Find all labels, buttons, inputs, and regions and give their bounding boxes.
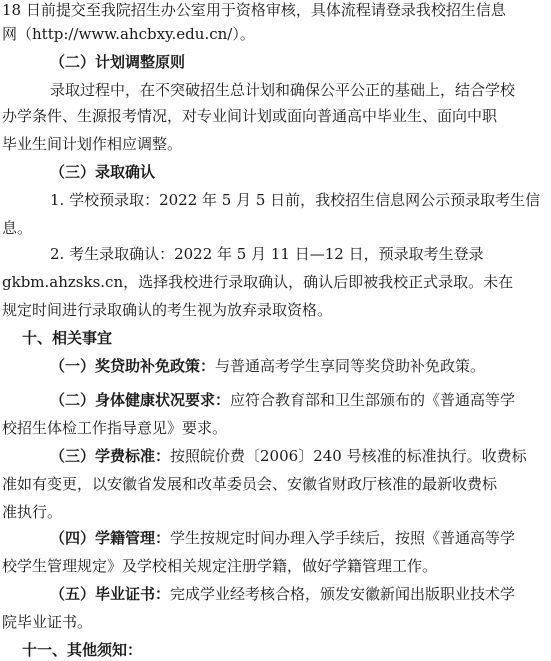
paragraph-line: 毕业生间计划作相应调整。	[2, 135, 183, 153]
paragraph-line: 18 日前提交至我院招生办公室用于资格审核，具体流程请登录我校招生信息	[2, 1, 506, 19]
paragraph-line: 1. 学校预录取：2022 年 5 月 5 日前，我校招生信息网公示预录取考生信	[50, 191, 541, 209]
paragraph-line: 办学条件、生源报考情况，对专业间计划或面向普通高中毕业生、面向中职	[2, 107, 498, 125]
paragraph-line	[50, 584, 515, 604]
paragraph-line	[50, 446, 527, 466]
section-heading-admission-confirm: （三）录取确认	[50, 163, 156, 181]
item-label: （四）学籍管理：	[50, 529, 171, 547]
paragraph-line: 规定时间进行录取确认的考生视为放弃录取资格。	[2, 301, 333, 319]
paragraph-line	[50, 528, 515, 548]
item-text: 学生按规定时间办理入学手续后，按照《普通高等学	[170, 529, 516, 547]
item-label: （一）奖贷助补免政策：	[50, 357, 216, 375]
section-heading-related-matters: 十、相关事宜	[22, 329, 113, 347]
item-label: （二）身体健康状况要求：	[50, 391, 231, 409]
item-label: （三）学费标准：	[50, 447, 171, 465]
paragraph-line: 校学生管理规定》及学校相关规定注册学籍，做好学籍管理工作。	[2, 557, 438, 575]
item-text: 完成学业经考核合格，颁发安徽新闻出版职业技术学	[170, 585, 516, 603]
item-text: 应符合教育部和卫生部颁布的《普通高等学	[230, 391, 516, 409]
section-heading-other-notices: 十一、其他须知：	[22, 641, 143, 659]
paragraph-line: 校招生体检工作指导意见》要求。	[2, 419, 228, 437]
section-heading-plan-adjustment: （二）计划调整原则	[50, 53, 186, 71]
paragraph-line: 网（http://www.ahcbxy.edu.cn/）。	[2, 25, 255, 43]
paragraph-line: 2. 考生录取确认：2022 年 5 月 11 日—12 日，预录取考生登录	[50, 245, 484, 263]
paragraph-line: 准执行。	[2, 503, 63, 521]
item-label: （五）毕业证书：	[50, 585, 171, 603]
item-text: 按照皖价费〔2006〕240 号核准的标准执行。收费标	[170, 447, 527, 465]
paragraph-line: 息。	[2, 219, 33, 237]
paragraph-line	[50, 356, 485, 376]
paragraph-line	[50, 390, 515, 410]
item-text: 与普通高考学生享同等奖贷助补免政策。	[215, 357, 486, 375]
paragraph-line: gkbm.ahzsks.cn，选择我校进行录取确认，确认后即被我校正式录取。未在	[2, 273, 514, 291]
paragraph-line: 准如有变更，以安徽省发展和改革委员会、安徽省财政厅核准的最新收费标	[2, 475, 498, 493]
paragraph-line: 院毕业证书。	[2, 613, 93, 631]
paragraph-line: 录取过程中，在不突破招生总计划和确保公平公正的基础上，结合学校	[50, 81, 516, 99]
